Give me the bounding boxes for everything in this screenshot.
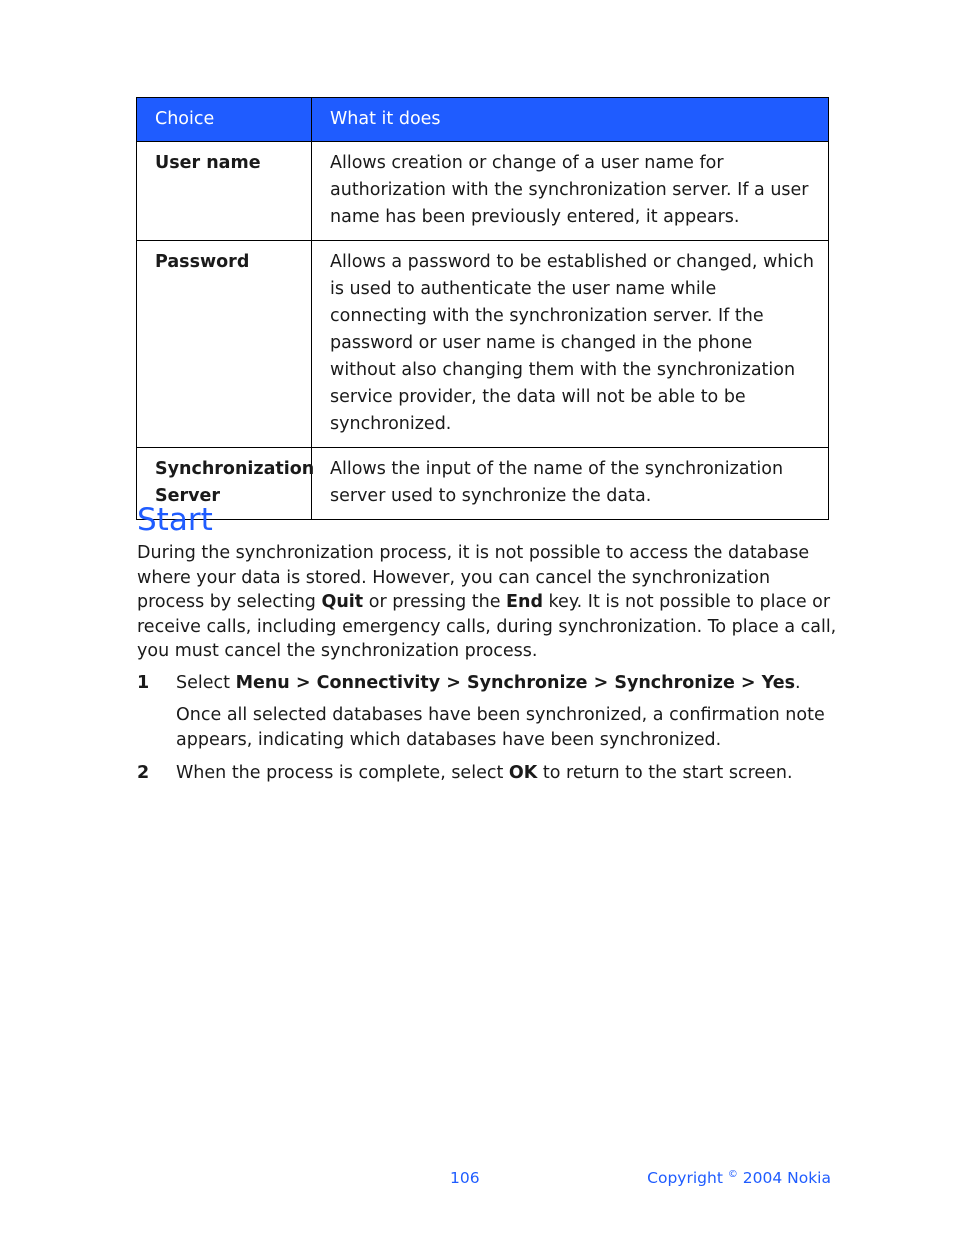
ok-keyword: OK — [508, 763, 538, 783]
description-cell: Allows a password to be established or changed, which is used to authenticate the user name while connecting with the synchronization server. If the password or user name is changed in the phone without also changing them with the synchronization service provider, the data will not be able to be synchronized. — [312, 241, 829, 448]
choice-line: Server — [155, 486, 221, 506]
table-header-row — [137, 98, 829, 142]
step-text — [176, 761, 836, 786]
step-text-part: When the process is complete, select — [176, 763, 509, 783]
end-keyword: End — [506, 592, 543, 612]
intro-text: or pressing the — [363, 592, 507, 612]
choice-cell: Password — [137, 241, 312, 448]
quit-keyword: Quit — [321, 592, 364, 612]
header-what-it-does: What it does — [312, 98, 829, 142]
step-text-part: Select — [176, 673, 236, 693]
menu-path: Menu > Connectivity > Synchronize > Synchronize > Yes — [235, 673, 796, 693]
description-cell: Allows creation or change of a user name for authorization with the synchronization server. If a user name has been previously entered, it appears. — [312, 142, 829, 241]
step-number: 2 — [137, 763, 150, 783]
intro-text: During the synchronization process, it is not possible to access the database where your data is stored. However, you can cancel the synchronization process by selecting — [137, 543, 810, 612]
copyright-text: 2004 Nokia — [737, 1169, 831, 1187]
step-number: 1 — [137, 673, 150, 693]
step-text-part: . — [795, 673, 801, 693]
choice-line: Synchronization — [155, 459, 315, 479]
step-text — [176, 671, 836, 696]
step-note: Once all selected databases have been synchronized, a confirmation note appears, indicating which databases have been synchronized. — [176, 705, 825, 750]
page-number: 106 — [450, 1169, 480, 1187]
copyright-symbol: © — [727, 1168, 738, 1180]
intro-paragraph — [137, 541, 837, 664]
options-table — [136, 97, 829, 520]
section-title: Start — [137, 502, 213, 538]
header-choice: Choice — [137, 98, 312, 142]
step-text-part: to return to the start screen. — [537, 763, 793, 783]
description-cell: Allows the input of the name of the synchronization server used to synchronize the data. — [312, 448, 829, 520]
intro-text: key. It is not possible to place or receive calls, including emergency calls, during synchronization. To place a call, you must cancel the synchronization process. — [137, 592, 837, 661]
table-row — [137, 241, 829, 448]
table-row — [137, 448, 829, 520]
copyright-text: Copyright — [647, 1169, 728, 1187]
choice-cell: User name — [137, 142, 312, 241]
copyright-notice — [647, 1169, 831, 1187]
table-row — [137, 142, 829, 241]
